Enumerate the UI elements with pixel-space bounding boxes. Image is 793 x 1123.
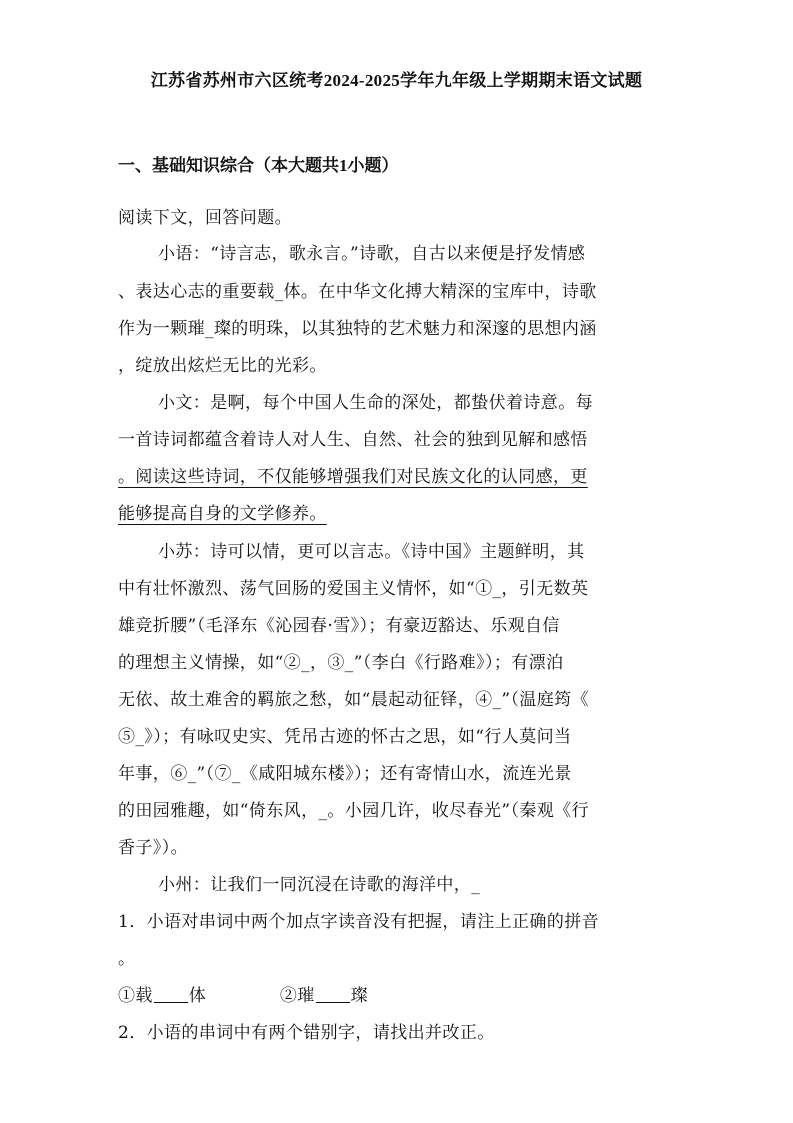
item2-suffix: 璨 bbox=[350, 986, 369, 1006]
pinyin-blank-1[interactable] bbox=[154, 986, 188, 1003]
paragraph-line: 一首诗词都蕴含着诗人对人生、自然、社会的独到见解和感悟 bbox=[118, 430, 588, 450]
paragraph-line: 小苏：诗可以情，更可以言志。《诗中国》主题鲜明，其 bbox=[158, 542, 585, 562]
question-1: 1．小语对串词中两个加点字读音没有把握，请注上正确的拼音 bbox=[118, 912, 600, 932]
item1-suffix: 体 bbox=[188, 986, 207, 1006]
item1-label: ①载 bbox=[118, 986, 153, 1006]
question-1-continuation: 。 bbox=[118, 949, 136, 969]
instruction-line: 阅读下文，回答问题。 bbox=[118, 208, 292, 228]
paragraph-line: 小语：“诗言志，歌永言。”诗歌，自古以来便是抒发情感 bbox=[158, 244, 586, 264]
paragraph-line: ，绽放出炫烂无比的光彩。 bbox=[118, 356, 327, 376]
paragraph-line: 作为一颗璀_璨的明珠，以其独特的艺术魅力和深邃的思想内涵 bbox=[118, 319, 597, 339]
document-title: 江苏省苏州市六区统考2024-2025学年九年级上学期期末语文试题 bbox=[150, 71, 643, 90]
paragraph-line: 雄竞折腰”（毛泽东《沁园春·雪》）；有豪迈豁达、乐观自信 bbox=[118, 616, 560, 636]
pinyin-answer-row bbox=[118, 984, 678, 1008]
paragraph-line: 中有壮怀激烈、荡气回肠的爱国主义情怀，如“①_，引无数英 bbox=[118, 579, 589, 599]
paragraph-line: 年事，⑥_”（⑦_《咸阳城东楼》）；还有寄情山水，流连光景 bbox=[118, 764, 572, 784]
paragraph-line: 的理想主义情操，如“②_，③_”（李白《行路难》）；有漂泊 bbox=[118, 653, 564, 673]
question-2: 2．小语的串词中有两个错别字，请找出并改正。 bbox=[118, 1023, 495, 1043]
item2-label: ②璀 bbox=[279, 986, 315, 1006]
underlined-sentence-line: 能够提高自身的文学修养。 bbox=[118, 504, 327, 524]
paragraph-line: 的田园雅趣，如“倚东风，_。小园几许，收尽春光”（秦观《行 bbox=[118, 801, 589, 821]
paragraph-line: ⑤_》）；有咏叹史实、凭吊古迹的怀古之思，如“行人莫问当 bbox=[118, 727, 572, 747]
paragraph-line: 小州：让我们一同沉浸在诗歌的海洋中，_ bbox=[158, 875, 481, 895]
paragraph-line: 香子》）。 bbox=[118, 838, 188, 858]
underlined-sentence-line: 。阅读这些诗词，不仅能够增强我们对民族文化的认同感，更 bbox=[118, 467, 588, 487]
paragraph-line: 、表达心志的重要载_体。在中华文化搏大精深的宝库中，诗歌 bbox=[118, 282, 597, 302]
paragraph-line: 小文：是啊，每个中国人生命的深处，都蛰伏着诗意。每 bbox=[158, 393, 593, 413]
section-heading: 一、基础知识综合（本大题共1小题） bbox=[118, 156, 399, 175]
paragraph-line: 无依、故土难舍的羁旅之愁，如“晨起动征铎，④_”（温庭筠《 bbox=[118, 690, 589, 710]
pinyin-blank-2[interactable] bbox=[316, 986, 350, 1003]
